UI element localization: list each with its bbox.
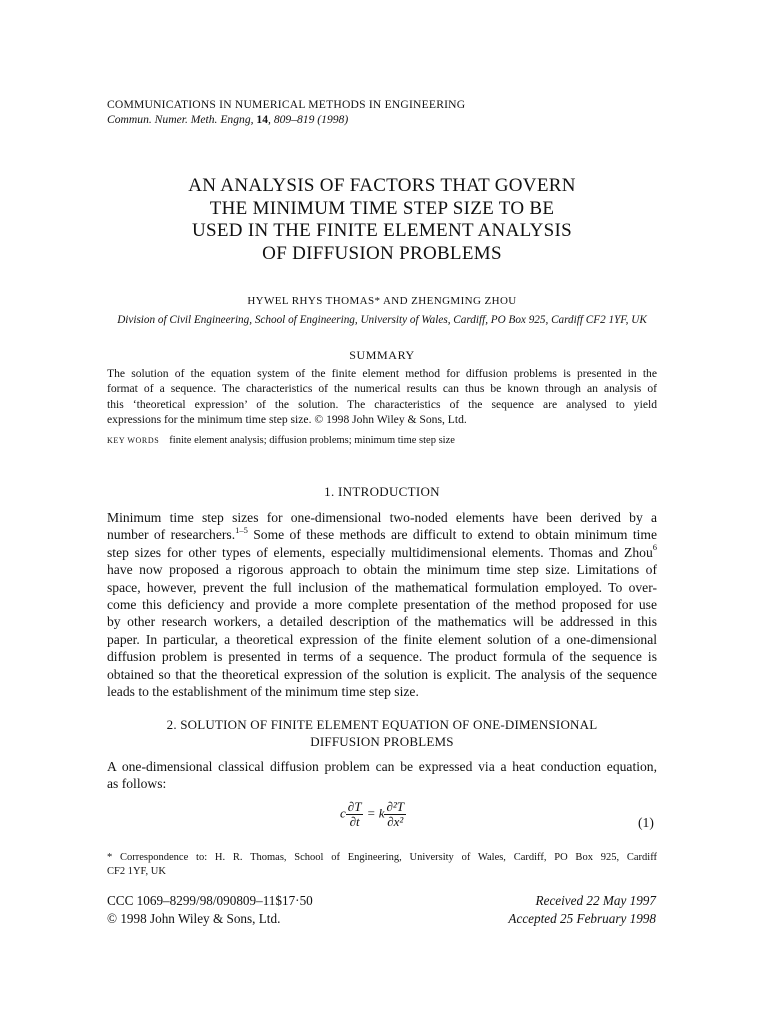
fraction-dT-dt (346, 800, 364, 829)
journal-header (107, 97, 465, 127)
fraction-numerator: ∂²T (386, 799, 405, 814)
summary-line: format of a sequence. The characteristics of the numerical results can thus be known through an analysis of (107, 382, 657, 396)
intro-line: leads to the establishment of the minimum time step size. (107, 684, 419, 700)
keywords-label: KEY WORDS (107, 436, 160, 445)
section-2-heading-line: DIFFUSION PROBLEMS (310, 734, 454, 749)
section-1-heading: 1. INTRODUCTION (324, 484, 440, 499)
footer-right (508, 892, 656, 928)
footnote-line: * Correspondence to: H. R. Thomas, School of Engineering, University of Wales, Cardiff, PO Box 925, Cardiff (107, 852, 657, 863)
title-line: OF DIFFUSION PROBLEMS (262, 242, 502, 264)
intro-line: Minimum time step sizes for one-dimensional two-noded elements have been derived by a (107, 510, 657, 525)
keywords-text: finite element analysis; diffusion problems; minimum time step size (169, 435, 455, 446)
copyright: © 1998 John Wiley & Sons, Ltd. (107, 911, 281, 926)
intro-line: come this deficiency and provide a more complete presentation of the method proposed for use (107, 597, 657, 613)
intro-line (107, 526, 657, 543)
intro-text-span: Some of these methods are difficult to extend to obtain minimum time (247, 527, 658, 543)
intro-line: diffusion problem is presented in terms of a sequence. The product formula of the sequence is (107, 649, 657, 665)
summary-line: expressions for the minimum time step size. © 1998 John Wiley & Sons, Ltd. (107, 412, 467, 426)
keywords (107, 435, 455, 446)
intro-line: paper. In particular, a theoretical expression of the finite element solution of a one-dimensional (107, 631, 657, 647)
accepted-date: Accepted 25 February 1998 (508, 911, 656, 926)
citation-journal: Commun. Numer. Meth. Engng (107, 113, 251, 126)
citation-volume: 14 (256, 113, 269, 126)
equation-1 (340, 800, 406, 829)
fraction-denominator: ∂t (349, 814, 360, 829)
summary-line: The solution of the equation system of the finite element method for diffusion problems is presented in the (107, 367, 657, 380)
equation-number: (1) (638, 815, 654, 830)
section-2-line: A one-dimensional classical diffusion problem can be expressed via a heat conduction equation, (107, 759, 657, 774)
intro-line: obtained so that the theoretical expression of the solution is explicit. The analysis of the sequence (107, 666, 657, 682)
fraction-denominator: ∂x² (387, 814, 404, 829)
introduction-text (107, 509, 657, 700)
section-2-heading (107, 716, 657, 750)
intro-text-span: step sizes for other types of elements, especially multidimensional elements. Thomas and Zhou (107, 544, 653, 560)
fraction-numerator: ∂T (347, 799, 362, 814)
intro-line: by other research workers, a detailed description of the mathematics will be addressed in this (107, 614, 657, 630)
journal-citation: Commun. Numer. Meth. Engng, 14, 809–819 (1998) (107, 113, 349, 126)
intro-line: space, however, prevent the full inclusion of the mathematical formulation employed. To over- (107, 579, 657, 595)
affiliation: Division of Civil Engineering, School of Engineering, University of Wales, Cardiff, PO Box 925, Cardiff CF2 1YF, UK (117, 314, 647, 326)
authors: HYWEL RHYS THOMAS* AND ZHENGMING ZHOU (247, 295, 517, 307)
citation-pages: , 809–819 (1998) (268, 113, 349, 126)
equation-coefficient-c: c (340, 805, 346, 821)
summary-heading: SUMMARY (349, 348, 415, 362)
intro-line (107, 544, 657, 561)
intro-text-span: number of researchers. (107, 527, 236, 543)
title-line: USED IN THE FINITE ELEMENT ANALYSIS (192, 220, 572, 241)
intro-line: have now proposed a rigorous approach to obtain the minimum time step size. Limitations of (107, 562, 657, 578)
received-date: Received 22 May 1997 (535, 893, 656, 908)
citation-superscript: 6 (652, 542, 657, 553)
footnote-line: CF2 1YF, UK (107, 865, 166, 877)
journal-name: COMMUNICATIONS IN NUMERICAL METHODS IN ENGINEERING (107, 98, 466, 111)
section-2-line: as follows: (107, 776, 167, 792)
summary-line: this ‘theoretical expression’ of the solution. The characteristics of the sequence are analysed to yield (107, 397, 657, 411)
section-2-heading-line: 2. SOLUTION OF FINITE ELEMENT EQUATION OF ONE-DIMENSIONAL (166, 717, 598, 732)
summary-text (107, 366, 657, 427)
equation-equals-k: = k (363, 805, 385, 821)
title-line: AN ANALYSIS OF FACTORS THAT GOVERN (188, 175, 576, 196)
paper-title (107, 175, 657, 265)
fraction-d2T-dx2 (384, 800, 406, 829)
correspondence-footnote (107, 851, 657, 878)
title-line: THE MINIMUM TIME STEP SIZE TO BE (209, 197, 555, 219)
citation-superscript: 1–5 (235, 524, 248, 535)
section-2-text (107, 758, 657, 793)
footer-left (107, 892, 313, 928)
ccc-code: CCC 1069–8299/98/090809–11$17·50 (107, 893, 313, 908)
